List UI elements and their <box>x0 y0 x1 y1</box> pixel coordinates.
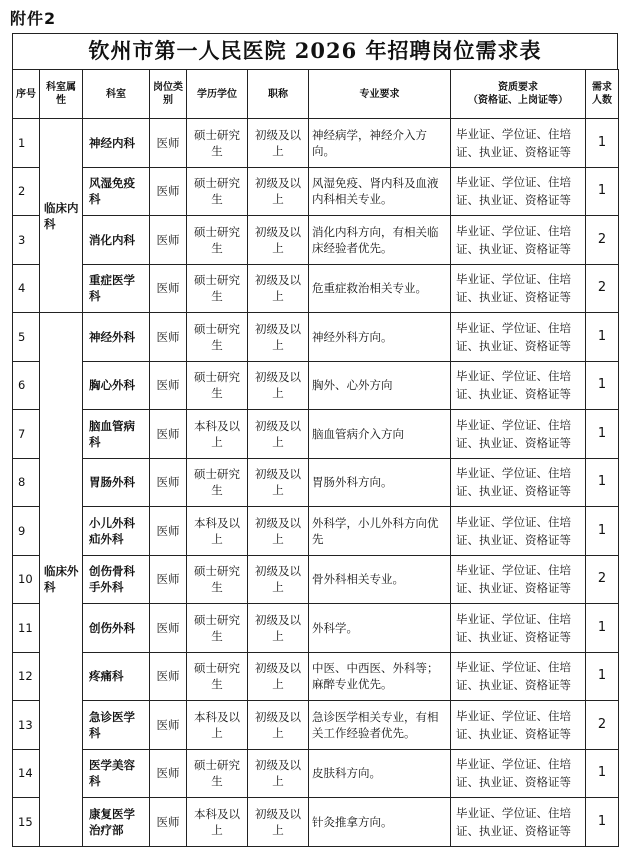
cell-count: 1 <box>586 313 619 362</box>
cell-major: 神经病学，神经介入方向。 <box>309 119 451 168</box>
cell-major: 胃肠外科方向。 <box>309 458 451 507</box>
header-title-rank: 职称 <box>248 70 309 119</box>
cell-education: 本科及以上 <box>187 410 248 459</box>
cell-qualification: 毕业证、学位证、住培证、执业证、资格证等 <box>451 264 586 313</box>
table-row <box>13 458 619 507</box>
cell-education: 硕士研究生 <box>187 167 248 216</box>
cell-count: 2 <box>586 264 619 313</box>
cell-no: 15 <box>13 798 40 847</box>
cell-major: 脑血管病介入方向 <box>309 410 451 459</box>
cell-dept: 胸心外科 <box>83 361 150 410</box>
cell-no: 11 <box>13 604 40 653</box>
table-row <box>13 652 619 701</box>
cell-major: 骨外科相关专业。 <box>309 555 451 604</box>
cell-no: 6 <box>13 361 40 410</box>
cell-major: 针灸推拿方向。 <box>309 798 451 847</box>
category-clinical-internal: 临床内科 <box>40 119 83 313</box>
cell-no: 10 <box>13 555 40 604</box>
cell-count: 2 <box>586 216 619 265</box>
cell-no: 12 <box>13 652 40 701</box>
cell-count: 1 <box>586 167 619 216</box>
cell-title-rank: 初级及以上 <box>248 749 309 798</box>
cell-qualification: 毕业证、学位证、住培证、执业证、资格证等 <box>451 410 586 459</box>
cell-dept: 小儿外科疝外科 <box>83 507 150 556</box>
cell-dept: 创伤外科 <box>83 604 150 653</box>
cell-count: 2 <box>586 555 619 604</box>
cell-major: 中医、中西医、外科等；麻醉专业优先。 <box>309 652 451 701</box>
cell-education: 硕士研究生 <box>187 749 248 798</box>
cell-education: 本科及以上 <box>187 507 248 556</box>
cell-post-type: 医师 <box>150 361 187 410</box>
cell-count: 1 <box>586 361 619 410</box>
table-row <box>13 410 619 459</box>
cell-qualification: 毕业证、学位证、住培证、执业证、资格证等 <box>451 458 586 507</box>
cell-no: 2 <box>13 167 40 216</box>
cell-count: 1 <box>586 119 619 168</box>
cell-no: 1 <box>13 119 40 168</box>
cell-dept: 康复医学治疗部 <box>83 798 150 847</box>
cell-education: 硕士研究生 <box>187 216 248 265</box>
table-row <box>13 264 619 313</box>
cell-no: 8 <box>13 458 40 507</box>
cell-post-type: 医师 <box>150 652 187 701</box>
table-row <box>13 555 619 604</box>
cell-count: 2 <box>586 701 619 750</box>
cell-major: 风湿免疫、肾内科及血液内科相关专业。 <box>309 167 451 216</box>
cell-major: 危重症救治相关专业。 <box>309 264 451 313</box>
header-count: 需求人数 <box>586 70 619 119</box>
cell-title-rank: 初级及以上 <box>248 216 309 265</box>
cell-post-type: 医师 <box>150 798 187 847</box>
cell-major: 外科学。 <box>309 604 451 653</box>
cell-dept: 消化内科 <box>83 216 150 265</box>
cell-title-rank: 初级及以上 <box>248 652 309 701</box>
cell-title-rank: 初级及以上 <box>248 410 309 459</box>
header-dept: 科室 <box>83 70 150 119</box>
cell-count: 1 <box>586 798 619 847</box>
header-qualification-main: 资质要求 <box>498 82 538 93</box>
cell-education: 硕士研究生 <box>187 458 248 507</box>
cell-dept: 神经外科 <box>83 313 150 362</box>
table-row <box>13 749 619 798</box>
cell-count: 1 <box>586 410 619 459</box>
header-row <box>13 70 619 119</box>
table-row <box>13 361 619 410</box>
cell-title-rank: 初级及以上 <box>248 701 309 750</box>
cell-title-rank: 初级及以上 <box>248 458 309 507</box>
table-row <box>13 167 619 216</box>
page-title: 钦州市第一人民医院 2026 年招聘岗位需求表 <box>12 33 618 69</box>
cell-dept: 脑血管病科 <box>83 410 150 459</box>
cell-qualification: 毕业证、学位证、住培证、执业证、资格证等 <box>451 555 586 604</box>
cell-qualification: 毕业证、学位证、住培证、执业证、资格证等 <box>451 361 586 410</box>
attachment-label: 附件2 <box>10 9 57 28</box>
cell-qualification: 毕业证、学位证、住培证、执业证、资格证等 <box>451 798 586 847</box>
cell-education: 硕士研究生 <box>187 555 248 604</box>
cell-major: 神经外科方向。 <box>309 313 451 362</box>
cell-major: 皮肤科方向。 <box>309 749 451 798</box>
cell-no: 7 <box>13 410 40 459</box>
cell-post-type: 医师 <box>150 604 187 653</box>
cell-major: 胸外、心外方向 <box>309 361 451 410</box>
cell-education: 硕士研究生 <box>187 313 248 362</box>
cell-dept: 创伤骨科手外科 <box>83 555 150 604</box>
header-major: 专业要求 <box>309 70 451 119</box>
cell-no: 9 <box>13 507 40 556</box>
cell-education: 硕士研究生 <box>187 361 248 410</box>
cell-education: 硕士研究生 <box>187 652 248 701</box>
cell-qualification: 毕业证、学位证、住培证、执业证、资格证等 <box>451 119 586 168</box>
cell-count: 1 <box>586 652 619 701</box>
cell-qualification: 毕业证、学位证、住培证、执业证、资格证等 <box>451 216 586 265</box>
cell-education: 硕士研究生 <box>187 119 248 168</box>
cell-title-rank: 初级及以上 <box>248 507 309 556</box>
cell-post-type: 医师 <box>150 410 187 459</box>
cell-dept: 疼痛科 <box>83 652 150 701</box>
cell-no: 4 <box>13 264 40 313</box>
cell-dept: 重症医学科 <box>83 264 150 313</box>
cell-title-rank: 初级及以上 <box>248 264 309 313</box>
cell-no: 14 <box>13 749 40 798</box>
cell-dept: 风湿免疫科 <box>83 167 150 216</box>
cell-qualification: 毕业证、学位证、住培证、执业证、资格证等 <box>451 701 586 750</box>
cell-dept: 胃肠外科 <box>83 458 150 507</box>
cell-post-type: 医师 <box>150 458 187 507</box>
cell-qualification: 毕业证、学位证、住培证、执业证、资格证等 <box>451 167 586 216</box>
cell-title-rank: 初级及以上 <box>248 119 309 168</box>
header-no: 序号 <box>13 70 40 119</box>
cell-major: 外科学，小儿外科方向优先 <box>309 507 451 556</box>
table-row <box>13 507 619 556</box>
cell-dept: 急诊医学科 <box>83 701 150 750</box>
header-qualification <box>451 70 586 119</box>
cell-title-rank: 初级及以上 <box>248 167 309 216</box>
header-education: 学历学位 <box>187 70 248 119</box>
cell-post-type: 医师 <box>150 701 187 750</box>
cell-no: 5 <box>13 313 40 362</box>
cell-count: 1 <box>586 507 619 556</box>
cell-qualification: 毕业证、学位证、住培证、执业证、资格证等 <box>451 604 586 653</box>
cell-post-type: 医师 <box>150 507 187 556</box>
cell-major: 消化内科方向，有相关临床经验者优先。 <box>309 216 451 265</box>
header-category: 科室属性 <box>40 70 83 119</box>
cell-title-rank: 初级及以上 <box>248 361 309 410</box>
table-row <box>13 313 619 362</box>
cell-post-type: 医师 <box>150 749 187 798</box>
cell-qualification: 毕业证、学位证、住培证、执业证、资格证等 <box>451 507 586 556</box>
table-row <box>13 701 619 750</box>
cell-qualification: 毕业证、学位证、住培证、执业证、资格证等 <box>451 313 586 362</box>
cell-no: 13 <box>13 701 40 750</box>
cell-count: 1 <box>586 458 619 507</box>
table-row <box>13 798 619 847</box>
table-row <box>13 216 619 265</box>
recruitment-table <box>12 69 619 847</box>
cell-post-type: 医师 <box>150 167 187 216</box>
cell-post-type: 医师 <box>150 555 187 604</box>
cell-dept: 医学美容科 <box>83 749 150 798</box>
table-row <box>13 119 619 168</box>
cell-qualification: 毕业证、学位证、住培证、执业证、资格证等 <box>451 652 586 701</box>
cell-title-rank: 初级及以上 <box>248 313 309 362</box>
cell-major: 急诊医学相关专业，有相关工作经验者优先。 <box>309 701 451 750</box>
cell-education: 硕士研究生 <box>187 604 248 653</box>
cell-post-type: 医师 <box>150 216 187 265</box>
cell-post-type: 医师 <box>150 119 187 168</box>
cell-title-rank: 初级及以上 <box>248 555 309 604</box>
cell-title-rank: 初级及以上 <box>248 604 309 653</box>
cell-no: 3 <box>13 216 40 265</box>
cell-post-type: 医师 <box>150 264 187 313</box>
table-body <box>13 119 619 847</box>
header-qualification-sub: （资格证、上岗证等） <box>468 95 568 106</box>
cell-education: 硕士研究生 <box>187 264 248 313</box>
cell-education: 本科及以上 <box>187 701 248 750</box>
header-post-type: 岗位类别 <box>150 70 187 119</box>
cell-qualification: 毕业证、学位证、住培证、执业证、资格证等 <box>451 749 586 798</box>
cell-education: 本科及以上 <box>187 798 248 847</box>
category-clinical-surgical: 临床外科 <box>40 313 83 847</box>
cell-count: 1 <box>586 604 619 653</box>
cell-dept: 神经内科 <box>83 119 150 168</box>
table-row <box>13 604 619 653</box>
cell-title-rank: 初级及以上 <box>248 798 309 847</box>
cell-post-type: 医师 <box>150 313 187 362</box>
cell-count: 1 <box>586 749 619 798</box>
